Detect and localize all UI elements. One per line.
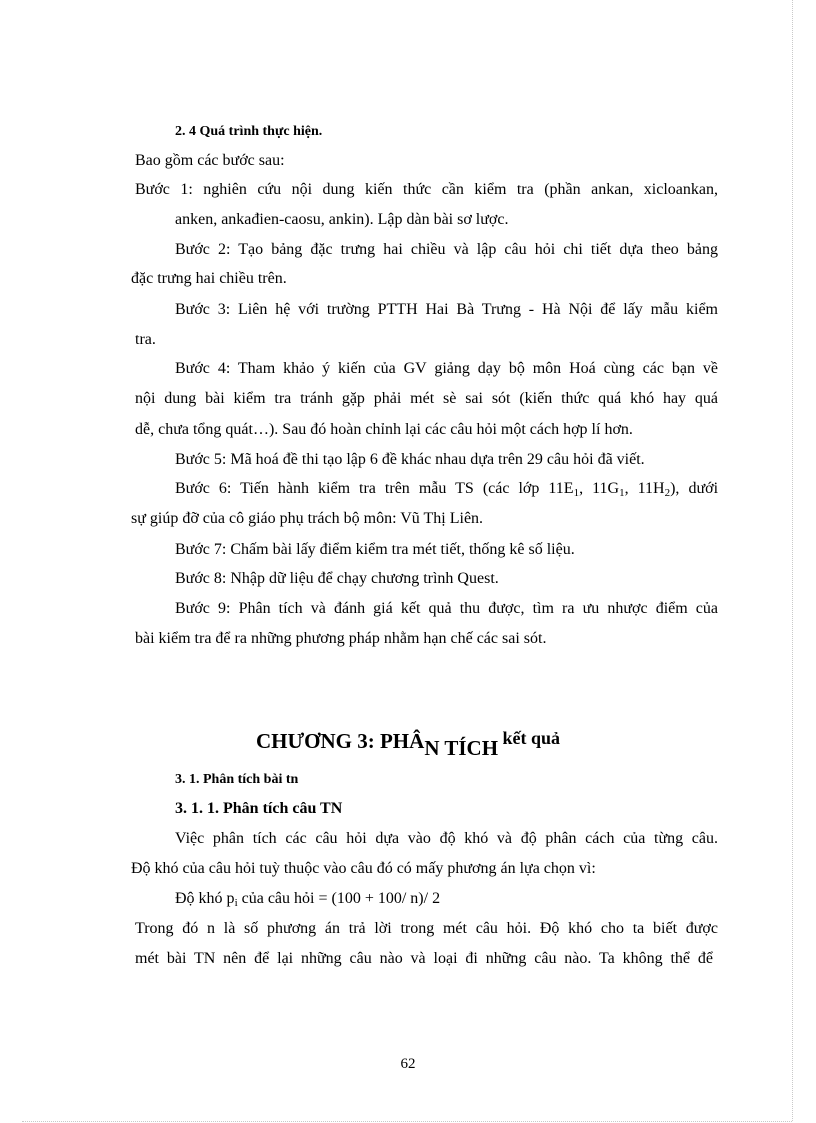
step8-line1: Bước 8: Nhập dữ liệu để chạy chương trình Quest. [175, 570, 499, 587]
step1-line1: Bước 1: nghiên cứu nội dung kiến thức cần kiểm tra (phần ankan, xicloankan, [135, 181, 718, 198]
para1-line2: Độ khó của câu hỏi tuỳ thuộc vào câu đó có mấy phương án lựa chọn vì: [131, 860, 596, 877]
step6-text-post: ), dưới [670, 480, 719, 497]
page-number: 62 [400, 1056, 416, 1072]
step6-subscript-3: 2 [664, 487, 671, 499]
step6-subscript-2: 1 [619, 487, 625, 499]
formula-subscript: i [234, 897, 238, 909]
step2-line1: Bước 2: Tạo bảng đặc trưng hai chiều và lập câu hỏi chi tiết dựa theo bảng [175, 241, 718, 258]
page-border-bottom [22, 1121, 792, 1122]
step3-line2: tra. [135, 331, 156, 348]
formula-text-post: của câu hỏi = (100 + 100/ n)/ 2 [237, 890, 441, 907]
step5-line1: Bước 5: Mã hoá đề thi tạo lập 6 đề khác nhau dựa trên 29 câu hỏi đã viết. [175, 451, 645, 468]
formula-text-pre: Độ khó p [175, 890, 235, 907]
step6-subscript-1: 1 [573, 487, 580, 499]
step6-line2: sự giúp đỡ của cô giáo phụ trách bộ môn: Vũ Thị Liên. [131, 510, 484, 527]
difficulty-formula [175, 889, 440, 913]
step2-line2: đặc trưng hai chiều trên. [131, 270, 287, 287]
chapter-title-part1: CHƯƠNG 3: PHÂ [255, 729, 425, 753]
section-heading: 2. 4 Quá trình thực hiện. [175, 124, 323, 139]
step1-line2: anken, ankađien-caosu, ankin). Lập dàn bài sơ lược. [175, 211, 509, 228]
step9-line2: bài kiểm tra để ra những phương pháp nhằm hạn chế các sai sót. [135, 630, 547, 647]
step3-line1: Bước 3: Liên hệ với trường PTTH Hai Bà Trưng - Hà Nội để lấy mẫu kiểm [175, 301, 718, 318]
step6-line1 [175, 479, 718, 503]
para1-line1: Việc phân tích các câu hỏi dựa vào độ khó và độ phân cách của từng câu. [175, 830, 718, 847]
step6-text-pre: Bước 6: Tiến hành kiểm tra trên mẫu TS (các lớp 11E [175, 480, 574, 497]
para2-line2: mét bài TN nên để lại những câu nào và loại đi những câu nào. Ta không thể để [135, 950, 713, 967]
step4-line1: Bước 4: Tham khảo ý kiến của GV giảng dạy bộ môn Hoá cùng các bạn về [175, 360, 718, 377]
chapter-title-part2: N TÍCH [424, 736, 499, 760]
step4-line3: dễ, chưa tổng quát…). Sau đó hoàn chỉnh lại các câu hỏi một cách hợp lí hơn. [135, 421, 633, 438]
section-heading-3-1: 3. 1. Phân tích bài tn [175, 772, 299, 787]
page-border-right [792, 0, 793, 1121]
step9-line1: Bước 9: Phân tích và đánh giá kết quả thu được, tìm ra ưu nhược điểm của [175, 600, 718, 617]
chapter-title [0, 726, 816, 760]
chapter-title-part3: kết quả [498, 728, 561, 748]
step6-text-mid2: , 11H [624, 480, 665, 497]
step7-line1: Bước 7: Chấm bài lấy điểm kiểm tra mét tiết, thống kê số liệu. [175, 541, 575, 558]
subsection-heading-3-1-1: 3. 1. 1. Phân tích câu TN [175, 800, 343, 817]
step4-line2: nội dung bài kiểm tra tránh gặp phải mét sè sai sót (kiến thức quá khó hay quá [135, 390, 718, 407]
intro-text: Bao gồm các bước sau: [135, 152, 285, 169]
step6-text-mid1: , 11G [579, 480, 620, 497]
para2-line1: Trong đó n là số phương án trả lời trong mét câu hỏi. Độ khó cho ta biết được [135, 920, 718, 937]
